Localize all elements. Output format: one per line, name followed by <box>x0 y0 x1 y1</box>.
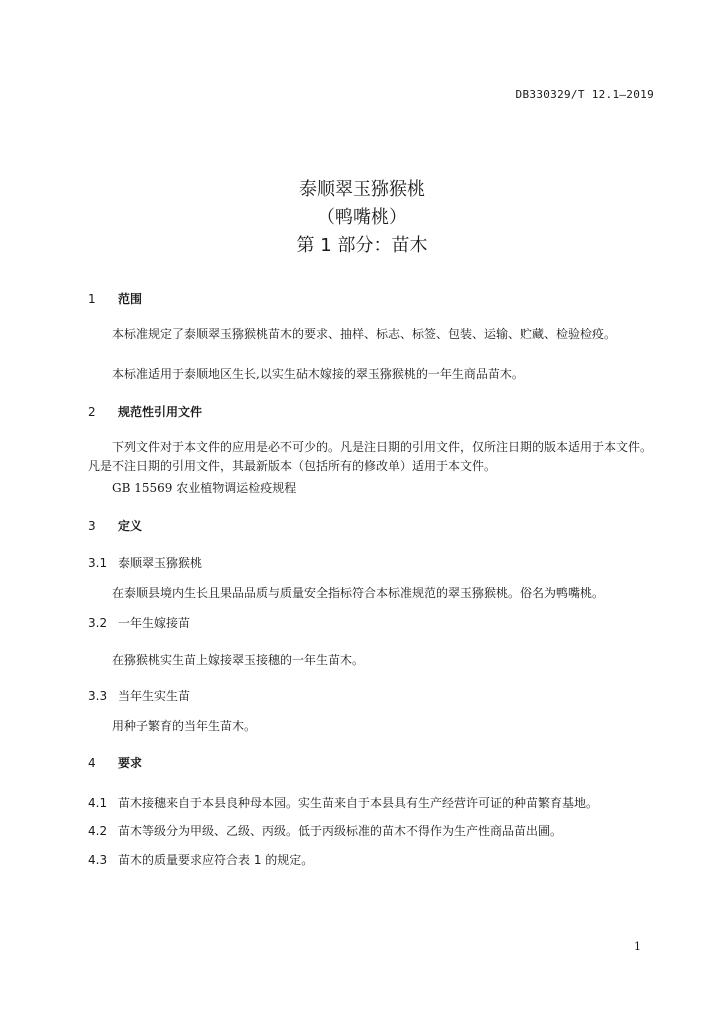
section-1-heading <box>88 290 142 307</box>
section-title: 要求 <box>118 756 143 770</box>
clause-number: 3.1 <box>88 556 108 570</box>
definition-3-2-heading <box>88 614 190 631</box>
term-title: 泰顺翠玉猕猴桃 <box>118 556 203 570</box>
definition-3-1-heading <box>88 554 202 571</box>
document-title-line-3: 第 1 部分：苗木 <box>296 235 428 256</box>
clause-number: 3.3 <box>88 689 108 703</box>
requirement-text: 苗木的质量要求应符合表 1 的规定。 <box>118 853 314 867</box>
definition-3-3-text: 用种子繁育的当年生苗木。 <box>112 719 257 733</box>
section-1-paragraph-2: 本标准适用于泰顺地区生长,以实生砧木嫁接的翠玉猕猴桃的一年生商品苗木。 <box>112 367 524 381</box>
definition-3-2-text: 在猕猴桃实生苗上嫁接翠玉接穗的一年生苗木。 <box>112 653 365 667</box>
requirement-4-3 <box>88 851 313 868</box>
section-title: 范围 <box>118 292 143 306</box>
term-title: 当年生实生苗 <box>118 689 191 703</box>
section-4-heading <box>88 754 142 771</box>
section-number: 4 <box>88 756 96 770</box>
normative-reference: GB 15569 农业植物调运检疫规程 <box>112 481 297 495</box>
clause-number: 3.2 <box>88 616 108 630</box>
clause-number: 4.3 <box>88 853 108 867</box>
document-title-line-2: （鸭嘴桃） <box>317 207 407 228</box>
page-number: 1 <box>634 940 641 953</box>
requirement-text: 苗木接穗来自于本县良种母本园。实生苗来自于本县具有生产经营许可证的种苗繁育基地。 <box>118 796 599 810</box>
requirement-4-1 <box>88 794 598 811</box>
requirement-text: 苗木等级分为甲级、乙级、丙级。低于丙级标准的苗木不得作为生产性商品苗出圃。 <box>118 824 563 838</box>
requirement-4-2 <box>88 822 562 839</box>
clause-number: 4.2 <box>88 824 108 838</box>
section-number: 3 <box>88 519 96 533</box>
standard-number: DB330329/T 12.1—2019 <box>515 88 654 101</box>
section-number: 2 <box>88 405 96 419</box>
section-2-paragraph: 下列文件对于本文件的应用是必不可少的。凡是注日期的引用文件，仅所注日期的版本适用于本文件。凡是不注日期的引用文件，其最新版本（包括所有的修改单）适用于本文件。 <box>88 440 653 473</box>
clause-number: 4.1 <box>88 796 108 810</box>
section-3-heading <box>88 517 142 534</box>
section-number: 1 <box>88 292 96 306</box>
definition-3-1-text: 在泰顺县境内生长且果品品质与质量安全指标符合本标准规范的翠玉猕猴桃。俗名为鸭嘴桃。 <box>112 586 605 600</box>
section-title: 规范性引用文件 <box>118 405 203 419</box>
term-title: 一年生嫁接苗 <box>118 616 191 630</box>
section-2-heading <box>88 403 202 420</box>
section-title: 定义 <box>118 519 143 533</box>
section-1-paragraph-1: 本标准规定了泰顺翠玉猕猴桃苗木的要求、抽样、标志、标签、包装、运输、贮藏、检验检疫。 <box>112 327 617 341</box>
definition-3-3-heading <box>88 687 190 704</box>
document-title-line-1: 泰顺翠玉猕猴桃 <box>299 179 425 200</box>
